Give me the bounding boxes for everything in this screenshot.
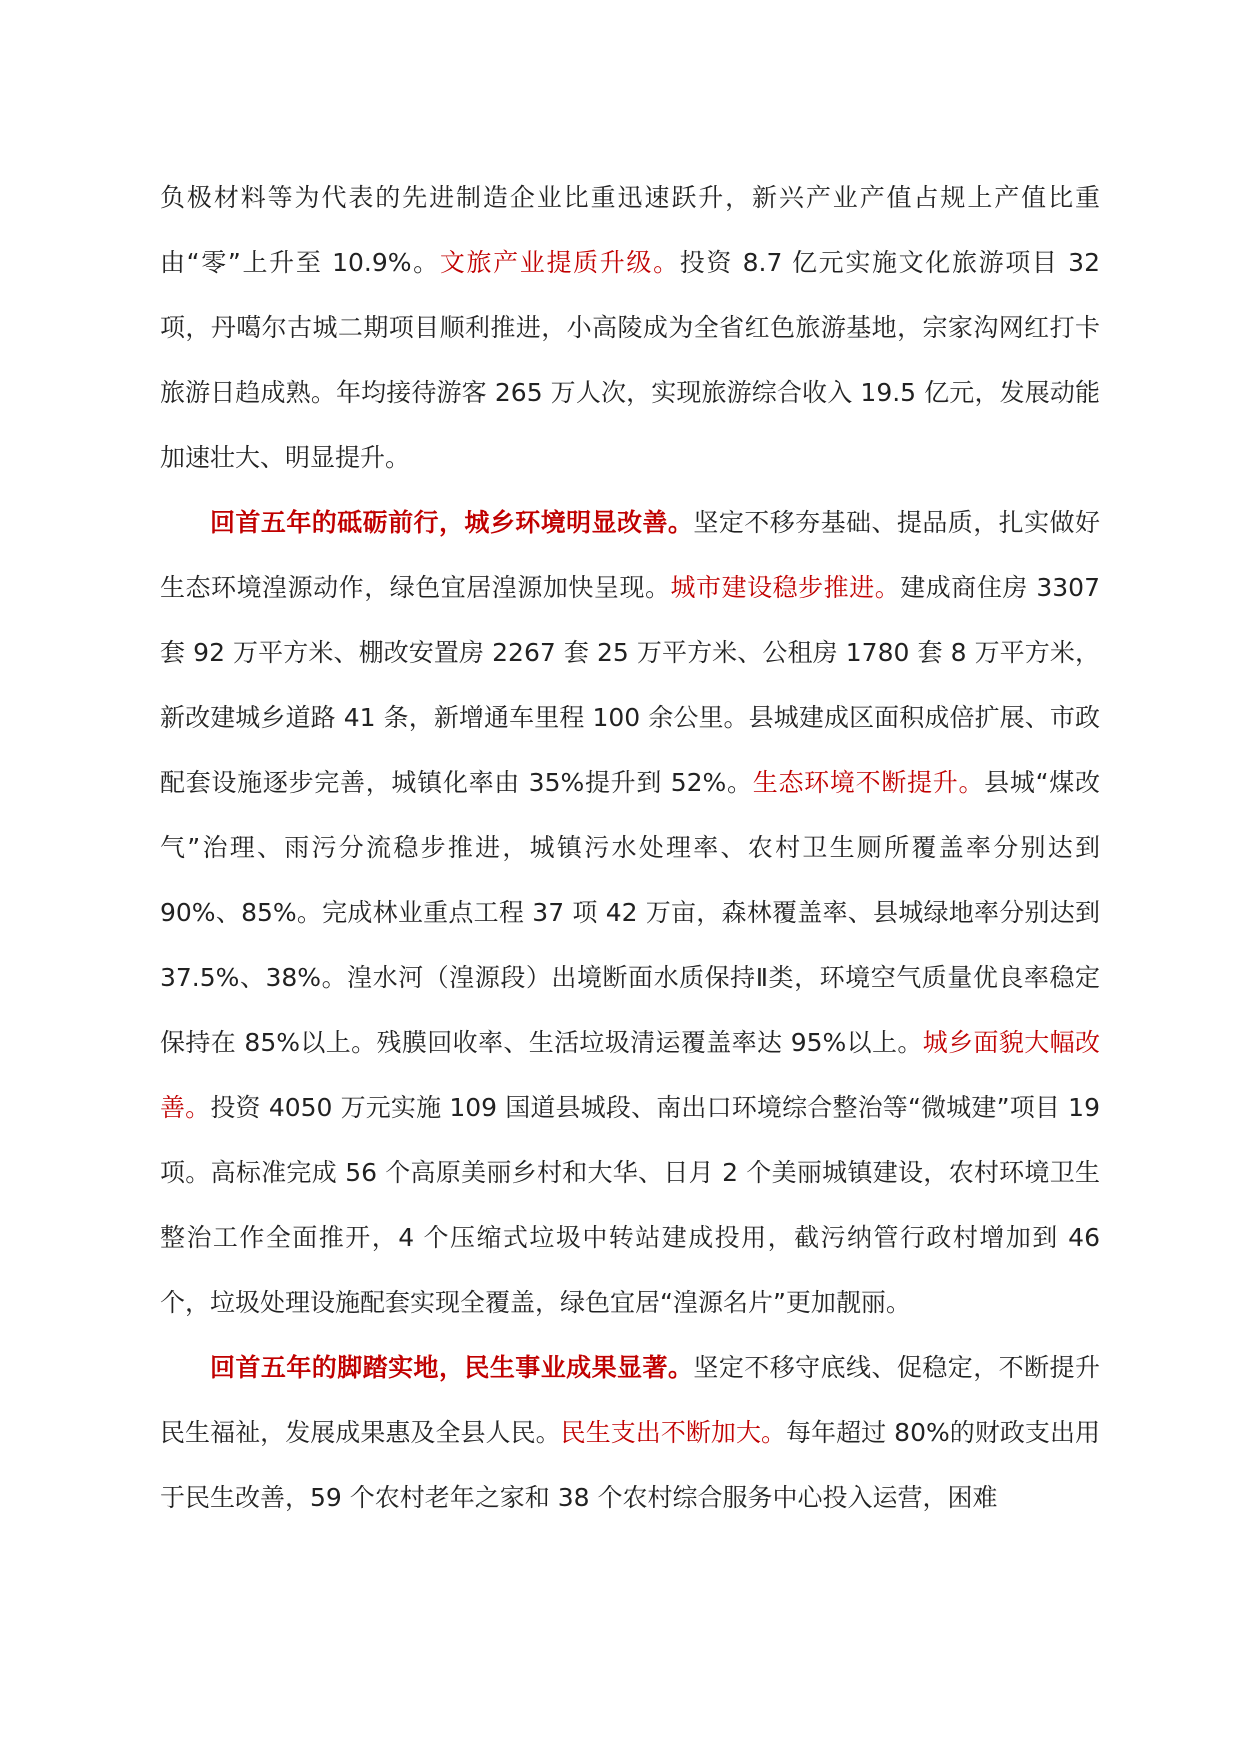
body-text: 坚定不移夯基础、提品质，扎实做好生态环境湟源动作，绿色宜居湟源加快呈现。 — [160, 508, 1100, 602]
body-text: 县城“煤改气”治理、雨污分流稳步推进，城镇污水处理率、农村卫生厕所覆盖率分别达到 90%、85%。完成林业重点工程 37 项 42 万亩，森林覆盖率、县城绿地率分别达到 37.5%、38%。湟水河（湟源段）出境断面水质保持Ⅱ类，环境空气质量优良率稳定保持在 85%以上。残膜回收率、生活垃圾清运覆盖率达 95%以上。 — [160, 768, 1100, 1057]
body-text: 每年超过 80%的财政支出用于民生改善，59 个农村老年之家和 38 个农村综合服务中心投入运营，困难 — [160, 1418, 1100, 1512]
highlighted-heading: 城乡面貌大幅改善。 — [160, 1028, 1100, 1122]
highlighted-heading: 城市建设稳步推进。 — [670, 573, 901, 602]
body-text: 投资 8.7 亿元实施文化旅游项目 32 项，丹噶尔古城二期项目顺利推进，小高陵成为全省红色旅游基地，宗家沟网红打卡旅游日趋成熟。年均接待游客 265 万人次，实现旅游综合收入 19.5 亿元，发展动能加速壮大、明显提升。 — [160, 248, 1100, 472]
highlighted-heading: 生态环境不断提升。 — [752, 768, 985, 797]
body-text: 负极材料等为代表的先进制造企业比重迅速跃升，新兴产业产值占规上产值比重由“零”上升至 10.9%。 — [160, 183, 1100, 277]
section-heading: 回首五年的脚踏实地，民生事业成果显著。 — [210, 1353, 694, 1382]
paragraph — [160, 490, 1100, 1335]
paragraph — [160, 1335, 1100, 1530]
body-text: 建成商住房 3307 套 92 万平方米、棚改安置房 2267 套 25 万平方米、公租房 1780 套 8 万平方米，新改建城乡道路 41 条，新增通车里程 100 余公里。县城建成区面积成倍扩展、市政配套设施逐步完善，城镇化率由 35%提升到 52%。 — [160, 573, 1100, 797]
document-page — [160, 165, 1100, 1530]
body-text: 坚定不移守底线、促稳定，不断提升民生福祉，发展成果惠及全县人民。 — [160, 1353, 1100, 1447]
highlighted-heading: 民生支出不断加大。 — [560, 1418, 787, 1447]
paragraph — [160, 165, 1100, 490]
section-heading: 回首五年的砥砺前行，城乡环境明显改善。 — [210, 508, 694, 537]
highlighted-heading: 文旅产业提质升级。 — [439, 248, 680, 277]
body-text: 投资 4050 万元实施 109 国道县城段、南出口环境综合整治等“微城建”项目 19 项。高标准完成 56 个高原美丽乡村和大华、日月 2 个美丽城镇建设，农村环境卫生整治工作全面推开，4 个压缩式垃圾中转站建成投用，截污纳管行政村增加到 46 个，垃圾处理设施配套实现全覆盖，绿色宜居“湟源名片”更加靓丽。 — [160, 1093, 1100, 1317]
